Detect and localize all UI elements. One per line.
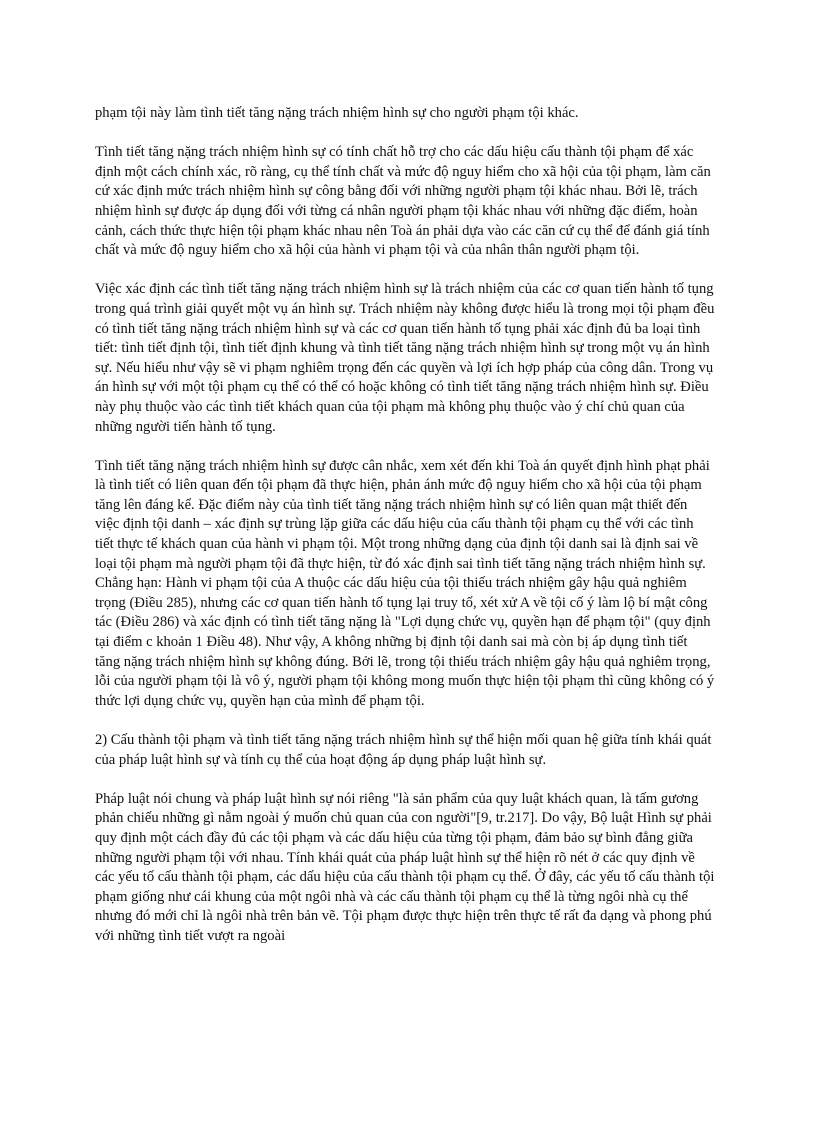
document-page	[95, 104, 715, 966]
paragraph-aggravating-role: Tình tiết tăng nặng trách nhiệm hình sự có tính chất hỗ trợ cho các dấu hiệu cấu thành tội phạm để xác định một cách chính xác, rõ ràng, cụ thể tính chất và mức độ nguy hiểm cho xã hội của tội phạm, làm căn cứ xác định mức trách nhiệm hình sự công bằng đối với những người phạm tội khác nhau. Bởi lẽ, trách nhiệm hình sự được áp dụng đối với từng cá nhân người phạm tội khác nhau với những đặc điểm, hoàn cảnh, cách thức thực hiện tội phạm khác nhau nên Toà án phải dựa vào các căn cứ cụ thể để đánh giá tính chất và mức độ nguy hiểm cho xã hội của hành vi phạm tội và của nhân thân người phạm tội.	[95, 144, 711, 259]
paragraph-continuation: phạm tội này làm tình tiết tăng nặng trách nhiệm hình sự cho người phạm tội khác.	[95, 105, 579, 121]
paragraph-determination-responsibility: Việc xác định các tình tiết tăng nặng trách nhiệm hình sự là trách nhiệm của các cơ quan tiến hành tố tụng trong quá trình giải quyết một vụ án hình sự. Trách nhiệm này không được hiểu là trong mọi tội phạm đều có tình tiết tăng nặng trách nhiệm hình sự và các cơ quan tiến hành tố tụng phải xác định đủ ba loại tình tiết: tình tiết định tội, tình tiết định khung và tình tiết tăng nặng trách nhiệm hình sự trong một vụ án hình sự. Nếu hiểu như vậy sẽ vi phạm nghiêm trọng đến các quyền và lợi ích hợp pháp của công dân. Trong vụ án hình sự với một tội phạm cụ thể có thể có hoặc không có tình tiết tăng nặng trách nhiệm hình sự. Điều này phụ thuộc vào các tình tiết khách quan của tội phạm mà không phụ thuộc vào ý chí chủ quan của những người tiến hành tố tụng.	[95, 281, 715, 435]
paragraph-consideration-example: Tình tiết tăng nặng trách nhiệm hình sự được cân nhắc, xem xét đến khi Toà án quyết định hình phạt phải là tình tiết có liên quan đến tội phạm đã thực hiện, phản ánh mức độ nguy hiểm cho xã hội của tội phạm tăng lên đáng kể. Đặc điểm này của tình tiết tăng nặng trách nhiệm hình sự có liên quan mật thiết đến việc định tội danh – xác định sự trùng lặp giữa các dấu hiệu của cấu thành tội phạm cụ thể với các tình tiết thực tế khách quan của hành vi phạm tội. Một trong những dạng của định tội danh sai là định sai về loại tội phạm mà người phạm tội đã thực hiện, từ đó xác định sai tình tiết tăng nặng trách nhiệm hình sự. Chẳng hạn: Hành vi phạm tội của A thuộc các dấu hiệu của tội thiếu trách nhiệm gây hậu quả nghiêm trọng (Điều 285), nhưng các cơ quan tiến hành tố tụng lại truy tố, xét xử A về tội cố ý làm lộ bí mật công tác (Điều 286) và xác định có tình tiết tăng nặng là "Lợi dụng chức vụ, quyền hạn để phạm tội" (quy định tại điểm c khoản 1 Điều 48). Như vậy, A không những bị định tội danh sai mà còn bị áp dụng tình tiết tăng nặng trách nhiệm hình sự không đúng. Bởi lẽ, trong tội thiếu trách nhiệm gây hậu quả nghiêm trọng, lỗi của người phạm tội là vô ý, người phạm tội không mong muốn thực hiện tội phạm thì cũng không có ý thức lợi dụng chức vụ, quyền hạn của mình để phạm tội.	[95, 457, 715, 709]
paragraph-law-generality: Pháp luật nói chung và pháp luật hình sự nói riêng "là sản phẩm của quy luật khách quan, là tấm gương phản chiếu những gì nằm ngoài ý muốn chủ quan của con người"[9, tr.217]. Do vậy, Bộ luật Hình sự phải quy định một cách đầy đủ các tội phạm và các dấu hiệu của từng tội phạm, đảm bảo sự bình đẳng giữa những người phạm tội với nhau. Tính khái quát của pháp luật hình sự thể hiện rõ nét ở các quy định về các yếu tố cấu thành tội phạm, các dấu hiệu của cấu thành tội phạm cụ thể. Ở đây, các yếu tố cấu thành tội phạm giống như cái khung của một ngôi nhà và các cấu thành tội phạm cụ thể là từng ngôi nhà cụ thể nhưng đó mới chỉ là ngôi nhà trên bản vẽ. Tội phạm được thực hiện trên thực tế rất đa dạng và phong phú với những tình tiết vượt ra ngoài	[95, 790, 715, 944]
paragraph-section-heading-2: 2) Cấu thành tội phạm và tình tiết tăng nặng trách nhiệm hình sự thể hiện mối quan hệ giữa tính khái quát của pháp luật hình sự và tính cụ thể của hoạt động áp dụng pháp luật hình sự.	[95, 732, 712, 768]
